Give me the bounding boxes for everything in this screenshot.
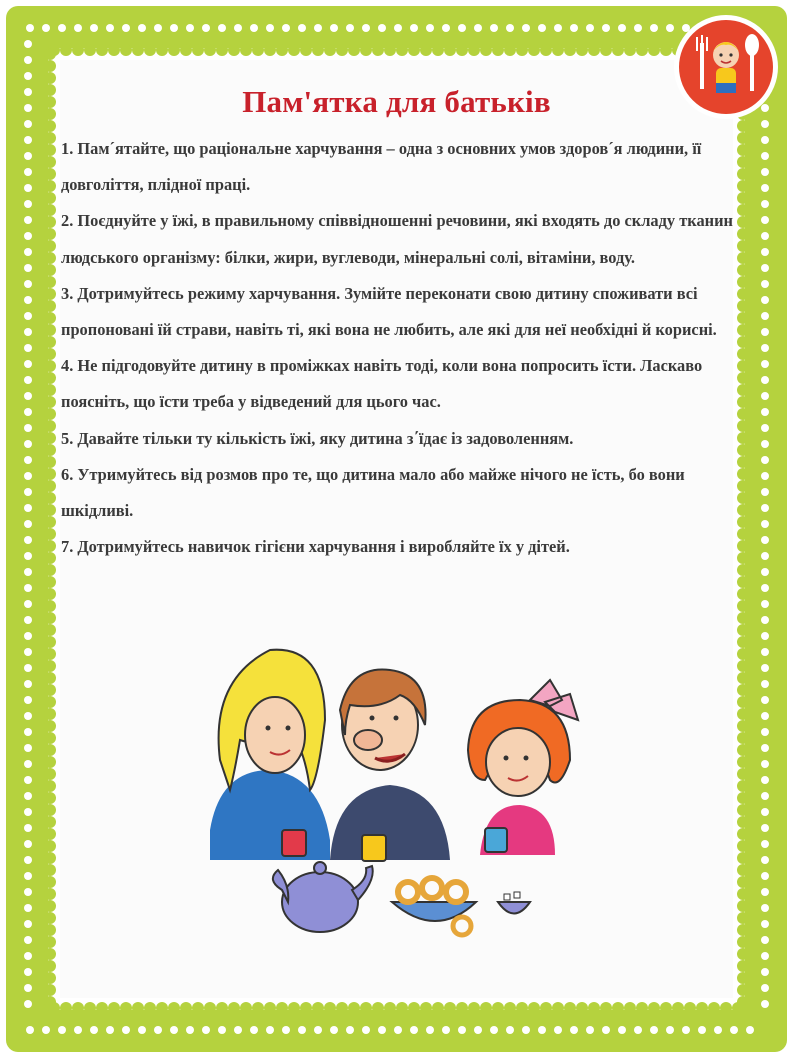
bagels-bowl-icon — [392, 878, 476, 935]
tip-item-5: 5. Давайте тільки ту кількість їжі, яку дитина з΄їдає із задоволенням. — [61, 428, 574, 448]
tips-list — [61, 131, 733, 565]
page-title: Пам'ятка для батьків — [242, 84, 551, 119]
tip-item-3: 3. Дотримуйтесь режиму харчування. Зумійте переконати свою дитину споживати всі пропоновані їй страви, навіть ті, які вона не любить, але які для неї необхідні й корисні. — [61, 283, 717, 340]
sugar-bowl-icon — [498, 892, 530, 914]
teapot-icon — [273, 862, 373, 932]
mother-figure — [210, 650, 330, 860]
tip-item-7: 7. Дотримуйтесь навичок гігієни харчування і виробляйте їх у дітей. — [61, 537, 570, 557]
family-at-table-illustration — [200, 640, 600, 940]
tip-item-4: 4. Не підгодовуйте дитину в проміжках навіть тоді, коли вона попросить їсти. Ласкаво поясніть, що їсти треба у відведений для цього час. — [61, 356, 703, 412]
tip-item-2: 2. Поєднуйте у їжі, в правильному співвідношенні речовини, які входять до складу тканин людського організму: білки, жири, вуглеводи, мінеральні солі, вітаміни, воду. — [61, 211, 733, 267]
tip-item-6: 6. Утримуйтесь від розмов про те, що дитина мало або майже нічого не їсть, бо вони шкідливі. — [61, 464, 685, 521]
tip-item-1: 1. Пам´ятайте, що раціональне харчування – одна з основних умов здоров´я людини, її довголіття, плідної праці. — [61, 139, 702, 195]
father-figure — [330, 670, 450, 861]
